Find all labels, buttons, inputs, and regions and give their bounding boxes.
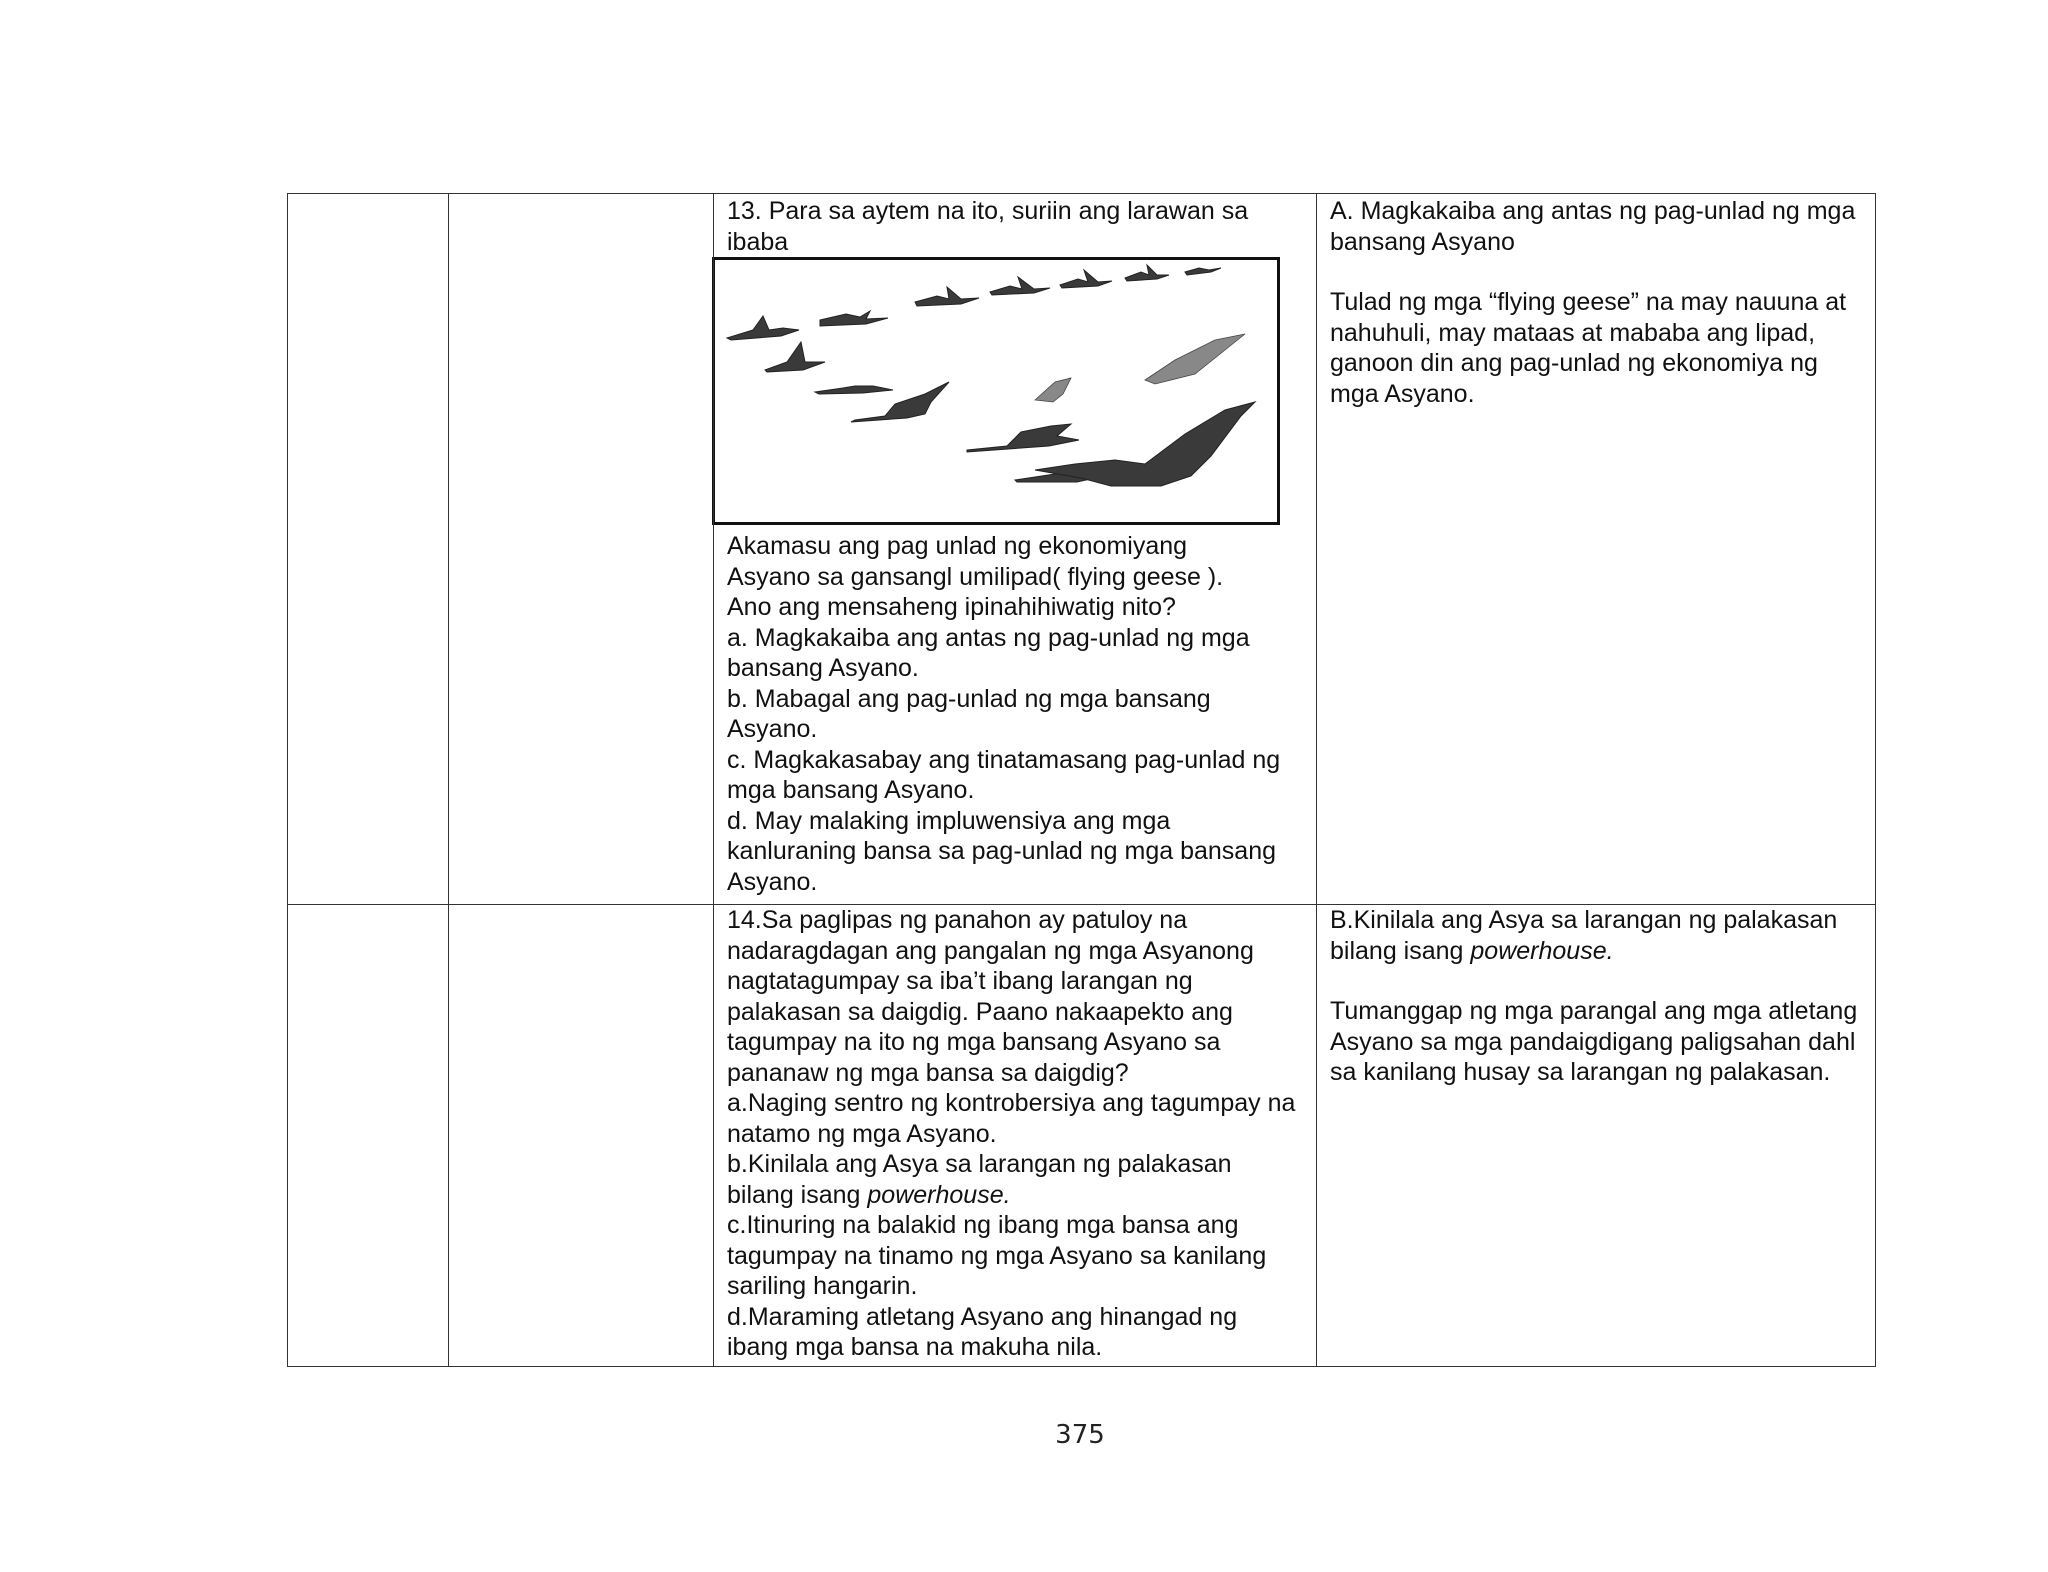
question-14-option-b-emphasis: powerhouse. bbox=[867, 1180, 1011, 1209]
answer-14-key bbox=[1330, 905, 1863, 966]
question-13-line-1: Akamasu ang pag unlad ng ekonomiyang bbox=[727, 532, 1188, 560]
answer-cell-13 bbox=[1317, 194, 1876, 905]
question-13-option-c: c. Magkakasabay ang tinatamasang pag-unlad ng mga bansang Asyano. bbox=[727, 745, 1281, 804]
empty-cell-4 bbox=[449, 905, 714, 1367]
answer-14-explanation: Tumanggap ng mga parangal ang mga atletang Asyano sa mga pandaigdigang paligsahan dahl sa kanilang husay sa larangan ng palakasan. bbox=[1330, 997, 1858, 1086]
question-13-option-d: d. May malaking impluwensiya ang mga kanluraning bansa sa pag-unlad ng mga bansang Asyano. bbox=[727, 806, 1277, 896]
question-13-line-2: Asyano sa gansangl umilipad( flying geese ). bbox=[727, 562, 1224, 591]
table-row bbox=[288, 194, 1876, 905]
question-13-line-3: Ano ang mensaheng ipinahihiwatig nito? bbox=[727, 593, 1176, 621]
question-cell-14 bbox=[714, 905, 1317, 1367]
answer-13-explanation: Tulad ng mga “flying geese” na may nauuna at nahuhuli, may mataas at mababa ang lipad, ganoon din ang pag-unlad ng ekonomiya ng mga Asyano. bbox=[1330, 288, 1847, 408]
question-13-option-a: a. Magkakaiba ang antas ng pag-unlad ng mga bansang Asyano. bbox=[727, 623, 1250, 682]
answer-cell-14 bbox=[1317, 905, 1876, 1367]
question-14-option-d: d.Maraming atletang Asyano ang hinangad ng ibang mga bansa na makuha nila. bbox=[727, 1302, 1238, 1361]
table-row bbox=[288, 905, 1876, 1367]
question-14-option-b bbox=[727, 1149, 1304, 1210]
answer-14-key-emphasis: powerhouse. bbox=[1470, 936, 1614, 965]
empty-cell-2 bbox=[449, 194, 714, 905]
empty-cell-1 bbox=[288, 194, 449, 905]
flying-geese-image bbox=[712, 257, 1280, 525]
question-14-stem: 14.Sa paglipas ng panahon ay patuloy na nadaragdagan ang pangalan ng mga Asyanong nagtatagumpay sa iba’t ibang larangan ng palakasan sa daigdig. Paano nakaapekto ang tagumpay na ito ng mga bansang Asyano sa pananaw ng mga bansa sa daigdig? bbox=[727, 906, 1254, 1087]
question-13-title: 13. Para sa aytem na ito, suriin ang larawan sa ibaba bbox=[727, 197, 1249, 256]
question-14-option-c: c.Itinuring na balakid ng ibang mga bansa ang tagumpay na tinamo ng mga Asyano sa kanilang sariling hangarin. bbox=[727, 1211, 1267, 1300]
question-14-option-b-text: b.Kinilala ang Asya sa larangan ng palakasan bilang isang bbox=[727, 1150, 1232, 1209]
content-table bbox=[287, 193, 1876, 1367]
page-number: 375 bbox=[1055, 1420, 1105, 1450]
question-14-option-a: a.Naging sentro ng kontrobersiya ang tagumpay na natamo ng mga Asyano. bbox=[727, 1089, 1296, 1148]
answer-13-key: A. Magkakaiba ang antas ng pag-unlad ng mga bansang Asyano bbox=[1330, 197, 1856, 256]
question-13-option-b: b. Mabagal ang pag-unlad ng mga bansang Asyano. bbox=[727, 684, 1211, 743]
answer-14-key-text: B.Kinilala ang Asya sa larangan ng palakasan bilang isang bbox=[1330, 906, 1838, 965]
question-cell-13 bbox=[714, 194, 1317, 905]
empty-cell-3 bbox=[288, 905, 449, 1367]
